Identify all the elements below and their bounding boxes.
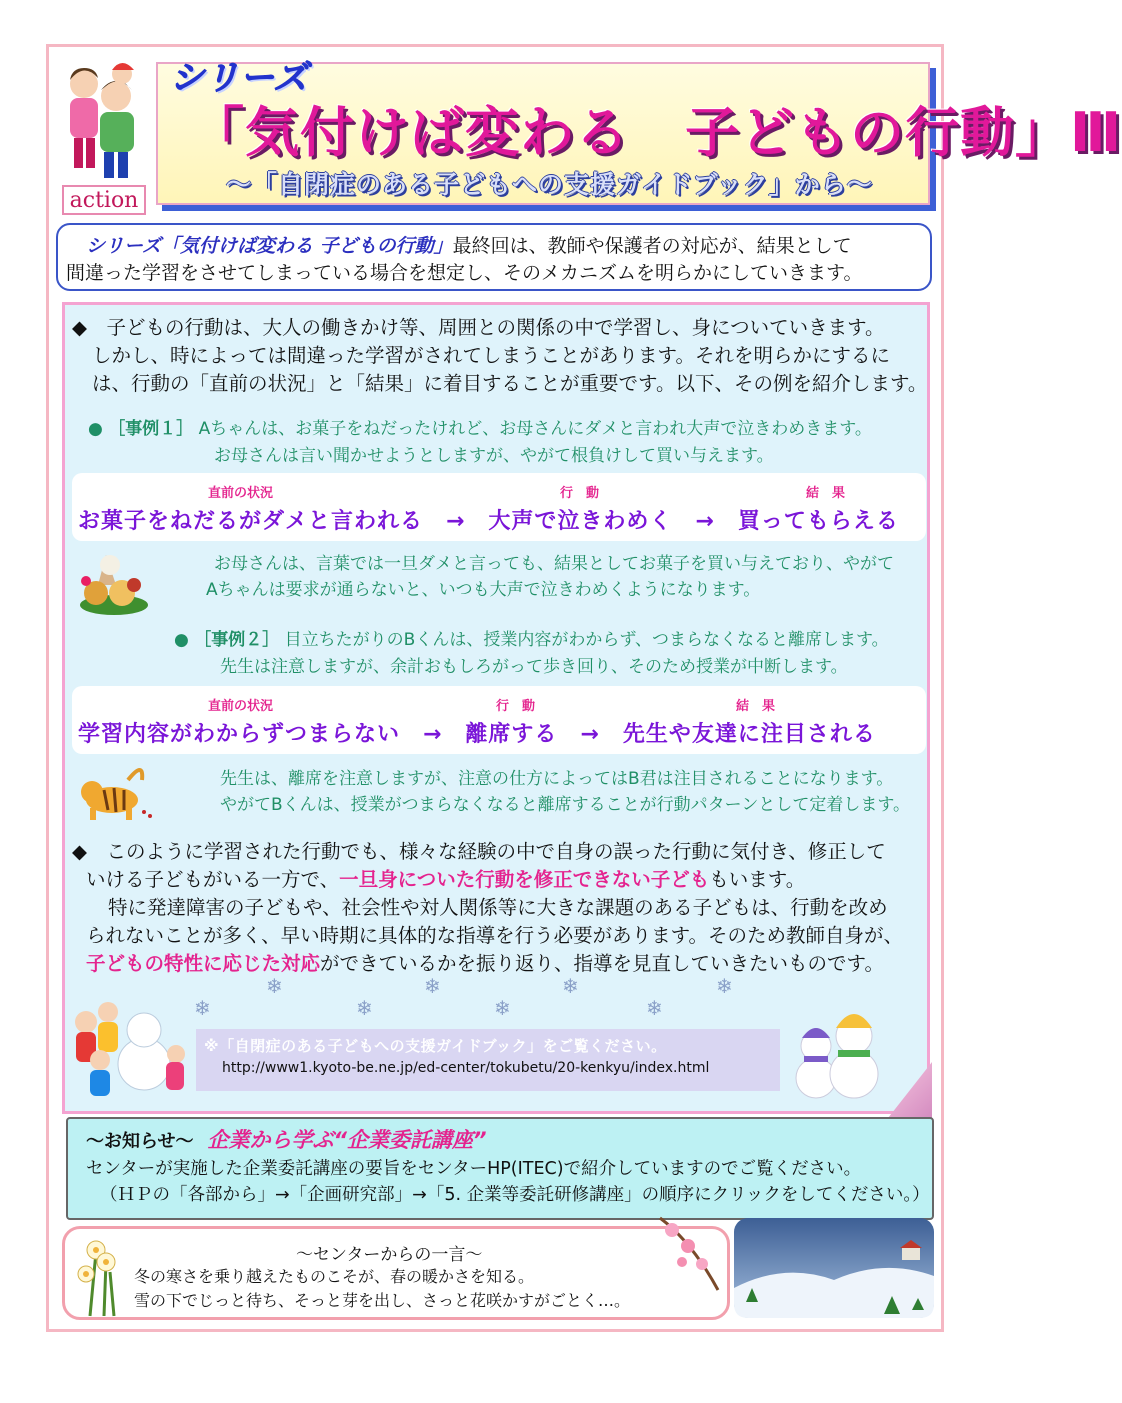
case2-hdr-before: 直前の状況 <box>208 699 274 714</box>
case2-line2: 先生は注意しますが、余計おもしろがって歩き回り、そのため授業が中断します。 <box>220 657 848 677</box>
center-message-line1: 冬の寒さを乗り越えたものこそが、春の暖かさを知る。 <box>134 1267 535 1286</box>
para2-line2-end: もいます。 <box>709 868 806 891</box>
para2-line1: ◆ このように学習された行動でも、様々な経験の中で自身の誤った行動に気付き、修正して <box>72 840 886 863</box>
case1-heading <box>88 416 872 442</box>
para2-line5 <box>86 950 884 978</box>
notice-line2: （ＨＰの「各部から」→「企画研究部」→「5. 企業等委託研修講座」の順序にクリックをしてください。） <box>100 1185 930 1205</box>
case1-line2: お母さんは言い聞かせようとしますが、やがて根負けして買い与えます。 <box>214 446 774 466</box>
case1-label: ［事例１］ <box>108 419 194 439</box>
notice-heading <box>86 1124 487 1154</box>
para2-line5-text: ができているかを振り返り、指導を見直していきたいものです。 <box>320 952 884 975</box>
para2-highlight2: 子どもの特性に応じた対応 <box>86 952 321 975</box>
snowflake-icon: ❄ <box>494 996 511 1020</box>
snowflake-icon: ❄ <box>424 974 441 998</box>
case1-line1: Aちゃんは、お菓子をねだったけれど、お母さんにダメと言われ大声で泣きわめきます。 <box>198 419 872 439</box>
plum-blossom-illustration <box>652 1212 724 1292</box>
tiger-illustration <box>78 766 158 822</box>
case2-bullet: ● <box>174 630 189 650</box>
para2-highlight1: 一旦身についた行動を修正できない子ども <box>339 868 710 891</box>
case1-bullet: ● <box>88 419 103 439</box>
notice-line1: センターが実施した企業委託講座の要旨をセンターHP(ITEC)で紹介していますのでご覧ください。 <box>86 1159 862 1179</box>
para1-line2: しかし、時によっては間違った学習がされてしまうことがあります。それを明らかにするに <box>92 344 890 367</box>
para2-line4: られないことが多く、早い時期に具体的な指導を行う必要があります。そのため教師自身が、 <box>86 924 904 947</box>
snowmen-illustration <box>788 1000 884 1104</box>
snowflake-icon: ❄ <box>194 996 211 1020</box>
kids-illustration <box>56 58 146 184</box>
case2-comment1: 先生は、離席を注意しますが、注意の仕方によってはB君は注目されることになります。 <box>220 769 894 789</box>
snowflake-icon: ❄ <box>356 996 373 1020</box>
snowflake-icon: ❄ <box>562 974 579 998</box>
notice-title: 企業から学ぶ“企業委託講座” <box>207 1128 487 1152</box>
case1-hdr-result: 結 果 <box>806 486 846 501</box>
snow-landscape-illustration <box>734 1218 934 1318</box>
page-subtitle: ～「自閉症のある子どもへの支援ガイドブック」から～ <box>226 170 873 199</box>
narcissus-illustration <box>70 1232 130 1316</box>
kids-snowman-illustration <box>64 998 194 1102</box>
center-message-title: ～センターからの一言～ <box>296 1245 483 1265</box>
para2-line2-text: いける子どもがいる一方で、 <box>86 868 340 891</box>
snowflake-icon: ❄ <box>646 996 663 1020</box>
intro-line1: 最終回は、教師や保護者の対応が、結果として <box>452 235 852 257</box>
snowflake-icon: ❄ <box>716 974 733 998</box>
case1-comment1: お母さんは、言葉では一旦ダメと言っても、結果としてお菓子を買い与えており、やがて <box>214 554 894 574</box>
snowflake-icon: ❄ <box>266 974 283 998</box>
case2-hdr-result: 結 果 <box>736 699 776 714</box>
case2-heading <box>174 627 889 653</box>
intro-box <box>56 223 932 291</box>
case1-comment2: Aちゃんは要求が通らないと、いつも大声で泣きわめくようになります。 <box>206 580 761 600</box>
intro-line2: 間違った学習をさせてしまっている場合を想定し、そのメカニズムを明らかにしていきます。 <box>66 262 863 284</box>
action-label: action <box>62 185 146 215</box>
para2-line2 <box>86 866 805 894</box>
para1-line3: は、行動の「直前の状況」と「結果」に着目することが重要です。以下、その例を紹介します。 <box>92 372 928 395</box>
sweets-illustration <box>76 545 152 621</box>
notice-label: ～お知らせ～ <box>86 1131 194 1152</box>
center-message-line2: 雪の下でじっと待ち、そっと芽を出し、さっと花咲かすがごとく…。 <box>134 1291 631 1310</box>
para2-line3: 特に発達障害の子どもや、社会性や対人関係等に大きな課題のある子どもは、行動を改め <box>108 896 888 919</box>
case1-hdr-action: 行 動 <box>560 486 600 501</box>
case2-hdr-action: 行 動 <box>496 699 536 714</box>
case2-line1: 目立ちたがりのBくんは、授業内容がわからず、つまらなくなると離席します。 <box>284 630 889 650</box>
series-label: シリーズ <box>170 58 309 98</box>
case1-flow: お菓子をねだるがダメと言われる → 大声で泣きわめく → 買ってもらえる <box>78 509 899 534</box>
guide-title: ※「自閉症のある子どもへの支援ガイドブック」をご覧ください。 <box>204 1037 667 1055</box>
case2-comment2: やがてBくんは、授業がつまらなくなると離席することが行動パターンとして定着します。 <box>220 795 910 815</box>
intro-highlight: シリーズ「気付けば変わる 子どもの行動」 <box>86 235 453 257</box>
page-title: 「気付けば変わる 子どもの行動」Ⅲ <box>190 101 1122 164</box>
para1-line1: ◆ 子どもの行動は、大人の働きかけ等、周囲との関係の中で学習し、身についていきます。 <box>72 316 885 339</box>
case1-hdr-before: 直前の状況 <box>208 486 274 501</box>
case2-label: ［事例２］ <box>194 630 280 650</box>
guide-url-link[interactable]: http://www1.kyoto-be.ne.jp/ed-center/tokubetu/20-kenkyu/index.html <box>222 1060 710 1076</box>
case2-flow: 学習内容がわからずつまらない → 離席する → 先生や友達に注目される <box>78 722 876 747</box>
